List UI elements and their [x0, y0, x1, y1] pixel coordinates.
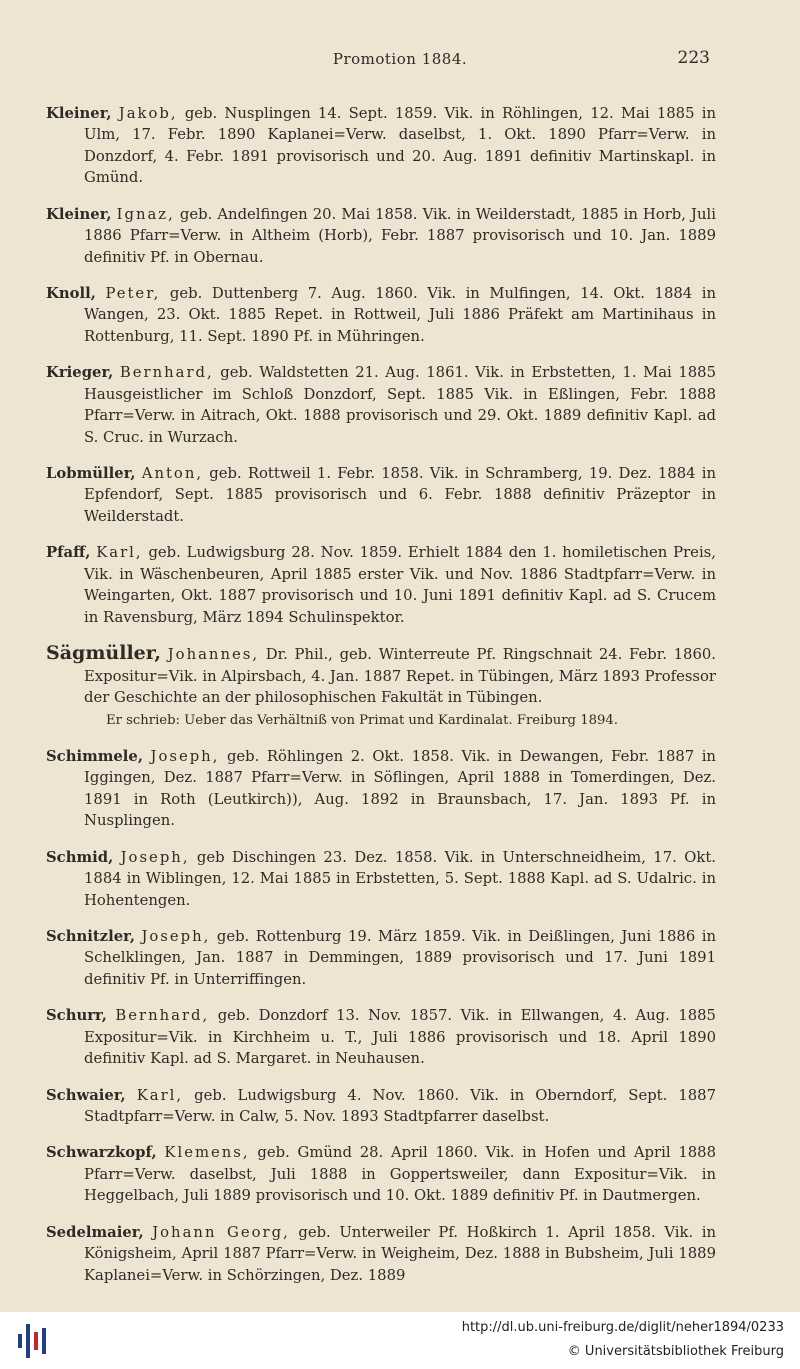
- entry-surname: Schwaier,: [46, 1086, 126, 1104]
- entry-surname: Sägmüller,: [46, 642, 162, 665]
- entry-text: geb. Rottenburg 19. März 1859. Vik. in Deißlingen, Juni 1886 in Schelklingen, Jan. 1887 in Demmingen, 1889 provisorisch und 17. Juni 1891 definitiv Pf. in Unterriffingen.: [84, 927, 716, 988]
- entry-text: geb. Andelfingen 20. Mai 1858. Vik. in Weilderstadt, 1885 in Horb, Juli 1886 Pfarr=Verw. in Altheim (Horb), Febr. 1887 provisorisch und 10. Jan. 1889 definitiv Pf. in Obernau.: [84, 205, 716, 266]
- biography-entry: [46, 362, 716, 448]
- page-header: [0, 44, 800, 72]
- entry-text: geb. Röhlingen 2. Okt. 1858. Vik. in Dewangen, Febr. 1887 in Iggingen, Dez. 1887 Pfarr=Verw. in Söflingen, April 1888 in Tomerdingen, Dez. 1891 in Roth (Leutkirch)), Aug. 1892 in Braunsbach, 17. Jan. 1893 Pf. in Nusplingen.: [84, 747, 716, 830]
- entry-surname: Kleiner,: [46, 104, 112, 122]
- entry-surname: Schwarzkopf,: [46, 1144, 157, 1162]
- entry-surname: Pfaff,: [46, 544, 91, 562]
- biography-entry: [46, 283, 716, 348]
- entry-text: geb. Unterweiler Pf. Hoßkirch 1. April 1858. Vik. in Königsheim, April 1887 Pfarr=Verw. in Weigheim, Dez. 1888 in Bubsheim, Juli 1889 Kaplanei=Verw. in Schörzingen, Dez. 1889: [84, 1223, 716, 1284]
- footer-bar: [0, 1312, 800, 1369]
- entry-firstname: Johann Georg,: [152, 1223, 290, 1241]
- entry-firstname: Johannes,: [167, 646, 260, 664]
- biography-entry: [46, 1222, 716, 1287]
- entry-text: geb. Donzdorf 13. Nov. 1857. Vik. in Ellwangen, 4. Aug. 1885 Expositur=Vik. in Kirchheim u. T., Juli 1886 provisorisch und 18. April 1890 definitiv Kapl. ad S. Margaret. in Neuhausen.: [84, 1007, 716, 1068]
- entry-surname: Knoll,: [46, 284, 96, 302]
- entry-firstname: Anton,: [141, 464, 204, 482]
- biography-entry: [46, 847, 716, 912]
- entry-firstname: Karl,: [96, 544, 143, 562]
- entry-firstname: Karl,: [136, 1086, 184, 1104]
- entry-firstname: Joseph,: [141, 927, 211, 945]
- entry-firstname: Bernhard,: [115, 1007, 210, 1025]
- biography-entry: [46, 926, 716, 991]
- entry-surname: Schmid,: [46, 848, 114, 866]
- biography-entry: [46, 103, 716, 189]
- entry-surname: Schurr,: [46, 1007, 107, 1025]
- entry-text: geb. Waldstetten 21. Aug. 1861. Vik. in Erbstetten, 1. Mai 1885 Hausgeistlicher im Schloß Donzdorf, Sept. 1885 Vik. in Eßlingen, Febr. 1888 Pfarr=Verw. in Aitrach, Okt. 1888 provisorisch und 29. Okt. 1889 definitiv Kapl. ad S. Cruc. in Wurzach.: [84, 364, 716, 446]
- biography-list: [46, 88, 716, 1293]
- entry-surname: Lobmüller,: [46, 464, 136, 482]
- biography-entry: [46, 746, 716, 832]
- entry-surname: Schnitzler,: [46, 927, 135, 945]
- entry-note: Er schrieb: Ueber das Verhältniß von Primat und Kardinalat. Freiburg 1894.: [106, 712, 618, 728]
- entry-text: geb. Rottweil 1. Febr. 1858. Vik. in Schramberg, 19. Dez. 1884 in Epfendorf, Sept. 1885 provisorisch und 6. Febr. 1888 definitiv Präzeptor in Weilderstadt.: [84, 464, 716, 525]
- running-title: Promotion 1884.: [332, 50, 468, 68]
- entry-text: geb. Ludwigsburg 4. Nov. 1860. Vik. in Oberndorf, Sept. 1887 Stadtpfarr=Verw. in Calw, 5. Nov. 1893 Stadtpfarrer daselbst.: [84, 1086, 716, 1126]
- entry-text: geb. Gmünd 28. April 1860. Vik. in Hofen und April 1888 Pfarr=Verw. daselbst, Juli 1888 in Goppertsweiler, dann Expositur=Vik. in Heggelbach, Juli 1889 provisorisch und 10. Okt. 1889 definitiv Pf. in Dautmergen.: [84, 1144, 716, 1205]
- library-logo-icon: [18, 1322, 52, 1360]
- entry-firstname: Ignaz,: [116, 205, 175, 223]
- entry-text: geb Dischingen 23. Dez. 1858. Vik. in Unterschneidheim, 17. Okt. 1884 in Wiblingen, 12. Mai 1885 in Erbstetten, 5. Sept. 1888 Kapl. ad S. Udalric. in Hohentengen.: [84, 848, 716, 909]
- entry-surname: Schimmele,: [46, 747, 143, 765]
- biography-entry: [46, 643, 716, 731]
- entry-firstname: Bernhard,: [119, 364, 214, 382]
- entry-text: geb. Ludwigsburg 28. Nov. 1859. Erhielt 1884 den 1. homiletischen Preis, Vik. in Wäschenbeuren, April 1885 erster Vik. und Nov. 1886 Stadtpfarr=Verw. in Weingarten, Okt. 1887 provisorisch und 10. Juni 1891 definitiv Kapl. ad S. Crucem in Ravensburg, März 1894 Schulinspektor.: [84, 544, 716, 626]
- entry-firstname: Peter,: [105, 284, 161, 302]
- biography-entry: [46, 1005, 716, 1070]
- biography-entry: [46, 1142, 716, 1207]
- biography-entry: [46, 463, 716, 528]
- entry-firstname: Klemens,: [164, 1144, 250, 1162]
- entry-text: Dr. Phil., geb. Winterreute Pf. Ringschnait 24. Febr. 1860. Expositur=Vik. in Alpirsbach, 4. Jan. 1887 Repet. in Tübingen, März 1893 Professor der Geschichte an der philosophischen Fakultät in Tübingen.: [84, 646, 716, 707]
- entry-text: geb. Duttenberg 7. Aug. 1860. Vik. in Mulfingen, 14. Okt. 1884 in Wangen, 23. Okt. 1885 Repet. in Rottweil, Juli 1886 Präfekt am Martinihaus in Rottenburg, 11. Sept. 1890 Pf. in Mühringen.: [84, 284, 716, 345]
- entry-surname: Sedelmaier,: [46, 1223, 144, 1241]
- source-url-link[interactable]: http://dl.ub.uni-freiburg.de/diglit/neher1894/0233: [461, 1320, 784, 1335]
- entry-firstname: Joseph,: [120, 848, 190, 866]
- entry-surname: Krieger,: [46, 364, 114, 382]
- entry-firstname: Jakob,: [118, 104, 178, 122]
- entry-surname: Kleiner,: [46, 205, 112, 223]
- copyright-notice: © Universitätsbibliothek Freiburg: [567, 1344, 784, 1359]
- entry-text: geb. Nusplingen 14. Sept. 1859. Vik. in Röhlingen, 12. Mai 1885 in Ulm, 17. Febr. 1890 Kaplanei=Verw. daselbst, 1. Okt. 1890 Pfarr=Verw. in Donzdorf, 4. Febr. 1891 provisorisch und 20. Aug. 1891 definitiv Martinskapl. in Gmünd.: [84, 104, 716, 187]
- biography-entry: [46, 1085, 716, 1128]
- page-number: 223: [677, 48, 710, 68]
- entry-firstname: Joseph,: [150, 747, 220, 765]
- biography-entry: [46, 204, 716, 269]
- biography-entry: [46, 542, 716, 628]
